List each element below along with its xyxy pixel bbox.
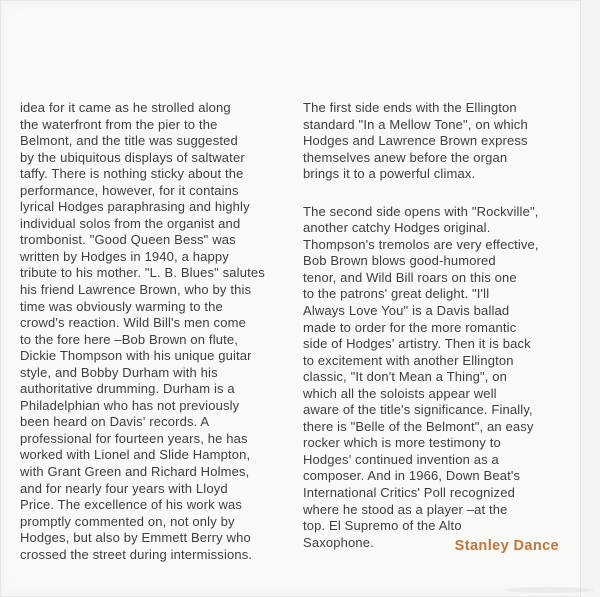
text-line: side of Hodges' artistry. Then it is back bbox=[303, 336, 531, 352]
text-line: lyrical Hodges paraphrasing and highly bbox=[20, 199, 250, 215]
text-line: written by Hodges in 1940, a happy bbox=[20, 248, 229, 264]
text-line: The second side opens with "Rockville", bbox=[303, 203, 539, 219]
text-line: with Grant Green and Richard Holmes, bbox=[20, 464, 250, 480]
text-line: been heard on Davis' records. A bbox=[20, 414, 210, 430]
paragraph bbox=[303, 204, 579, 551]
right-text-column bbox=[303, 100, 579, 570]
text-line: to excitement with another Ellington bbox=[303, 352, 514, 368]
text-line: aware of the title's significance. Finally, bbox=[303, 402, 533, 418]
text-line: by the ubiquitous displays of saltwater bbox=[20, 149, 245, 165]
text-line: worked with Lionel and Slide Hampton, bbox=[20, 447, 251, 463]
text-line: performance, however, for it contains bbox=[20, 182, 239, 198]
text-line: rocker which is more testimony to bbox=[303, 435, 501, 451]
text-line: classic, "It don't Mean a Thing", on bbox=[303, 369, 508, 385]
text-line: composer. And in 1966, Down Beat's bbox=[303, 468, 521, 484]
text-line: individual solos from the organist and bbox=[20, 215, 241, 231]
text-line: tribute to his mother. "L. B. Blues" salutes bbox=[20, 265, 265, 281]
text-line: to the patrons' great delight. "I'll bbox=[303, 286, 490, 302]
text-line: the waterfront from the pier to the bbox=[20, 116, 218, 132]
text-line: crossed the street during intermissions. bbox=[20, 546, 253, 562]
text-line: Always Love You" is a Davis ballad bbox=[303, 303, 510, 319]
text-line: where he stood as a player –at the bbox=[303, 501, 508, 517]
text-line: crowd's reaction. Wild Bill's men come bbox=[20, 315, 246, 331]
text-line: another catchy Hodges original. bbox=[303, 220, 491, 236]
text-line: Belmont, and the title was suggested bbox=[20, 133, 238, 149]
text-line: Dickie Thompson with his unique guitar bbox=[20, 348, 252, 364]
text-line: and for nearly four years with Lloyd bbox=[20, 480, 228, 496]
text-line: authoritative drumming. Durham is a bbox=[20, 381, 235, 397]
text-line: which all the soloists appear well bbox=[303, 385, 497, 401]
text-line: International Critics' Poll recognized bbox=[303, 485, 515, 501]
paragraph bbox=[303, 100, 579, 183]
text-line: style, and Bobby Durham with his bbox=[20, 364, 218, 380]
scan-smudge-artifact bbox=[504, 587, 594, 593]
text-line: brings it to a powerful climax. bbox=[303, 166, 476, 182]
text-line: taffy. There is nothing sticky about the bbox=[20, 166, 244, 182]
text-line: Hodges' continued invention as a bbox=[303, 451, 499, 467]
text-line: Hodges and Lawrence Brown express bbox=[303, 133, 528, 149]
author-signature: Stanley Dance bbox=[454, 538, 559, 554]
paragraph bbox=[20, 100, 296, 563]
text-line: to the fore here –Bob Brown on flute, bbox=[20, 331, 239, 347]
text-line: idea for it came as he strolled along bbox=[20, 100, 231, 115]
text-line: Bob Brown blows good-humored bbox=[303, 253, 496, 269]
scan-edge-band bbox=[581, 0, 600, 597]
text-line: Hodges, but also by Emmett Berry who bbox=[20, 530, 251, 546]
text-line: Price. The excellence of his work was bbox=[20, 497, 243, 513]
text-line: promptly commented on, not only by bbox=[20, 513, 235, 529]
text-line: time was obviously warming to the bbox=[20, 298, 223, 314]
text-line: top. El Supremo of the Alto bbox=[303, 518, 462, 534]
text-line: Saxophone. bbox=[303, 534, 374, 550]
text-line: Philadelphian who has not previously bbox=[20, 397, 240, 413]
text-line: made to order for the more romantic bbox=[303, 319, 517, 335]
text-line: Thompson's tremolos are very effective, bbox=[303, 236, 539, 252]
text-line: there is "Belle of the Belmont", an easy bbox=[303, 418, 534, 434]
text-line: tenor, and Wild Bill roars on this one bbox=[303, 269, 517, 285]
left-text-column bbox=[20, 100, 296, 563]
text-line: themselves anew before the organ bbox=[303, 149, 508, 165]
text-line: The first side ends with the Ellington bbox=[303, 100, 517, 115]
text-line: standard "In a Mellow Tone", on which bbox=[303, 116, 528, 132]
text-line: trombonist. "Good Queen Bess" was bbox=[20, 232, 236, 248]
text-line: his friend Lawrence Brown, who by this bbox=[20, 282, 252, 298]
text-line: professional for fourteen years, he has bbox=[20, 430, 248, 446]
